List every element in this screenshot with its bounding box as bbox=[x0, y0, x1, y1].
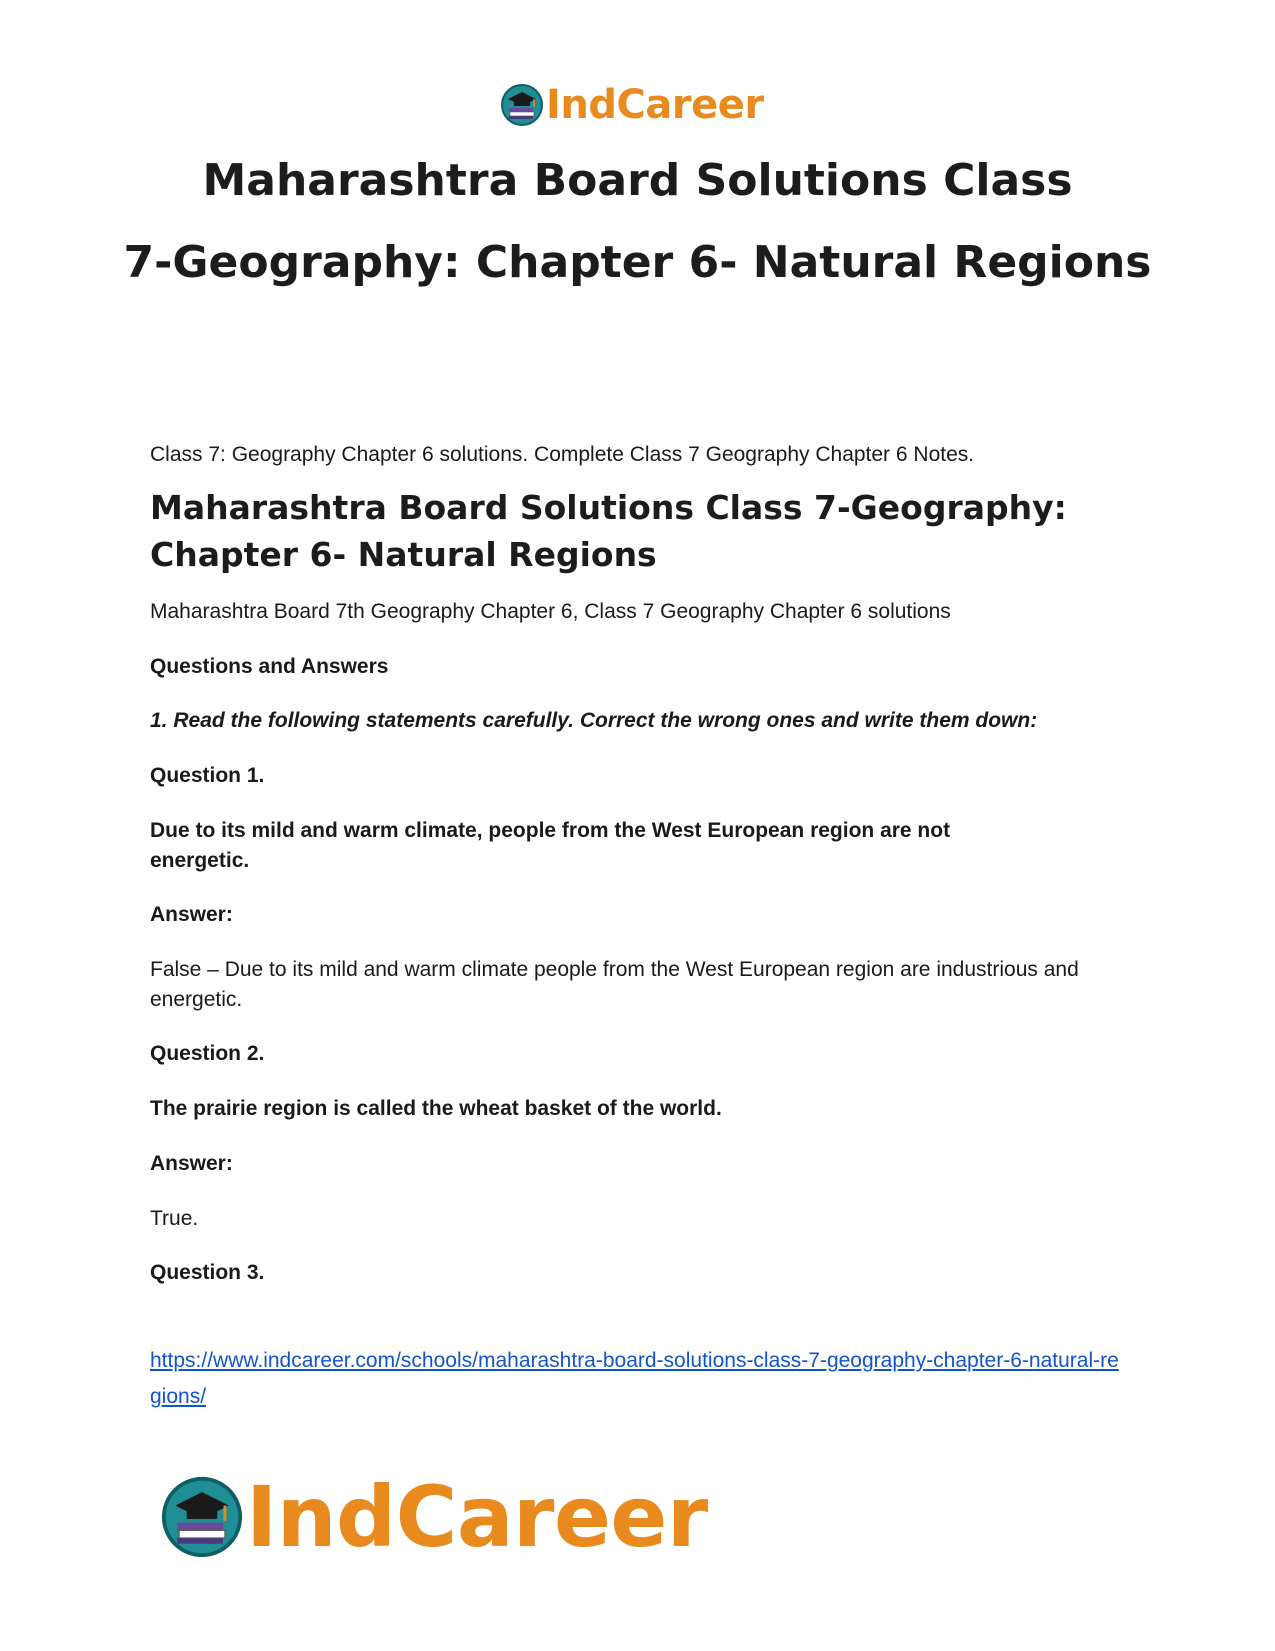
page-title-line-1: Maharashtra Board Solutions Class bbox=[202, 155, 1073, 206]
subtitle-paragraph: Maharashtra Board 7th Geography Chapter 6, Class 7 Geography Chapter 6 solutions bbox=[150, 600, 951, 623]
question-1-label: Question 1. bbox=[150, 764, 265, 787]
intro-paragraph: Class 7: Geography Chapter 6 solutions. Complete Class 7 Geography Chapter 6 Notes. bbox=[150, 443, 975, 466]
section-heading: Maharashtra Board Solutions Class 7-Geography: Chapter 6- Natural Regions bbox=[150, 488, 1067, 574]
question-3-label: Question 3. bbox=[150, 1261, 265, 1284]
answer-2-text: True. bbox=[150, 1207, 199, 1230]
source-link[interactable]: https://www.indcareer.com/schools/maharashtra-board-solutions-class-7-geography-chapter-6-natural-regions/ bbox=[150, 1349, 1119, 1408]
page-title bbox=[60, 140, 1215, 304]
answer-2-label: Answer: bbox=[150, 1152, 233, 1175]
footer-logo-text: IndCareer bbox=[246, 1468, 708, 1566]
graduation-book-icon bbox=[160, 1475, 244, 1559]
answer-1-text: False – Due to its mild and warm climate people from the West European region are industrious and energetic. bbox=[150, 958, 1079, 1011]
header-logo-text: IndCareer bbox=[546, 82, 764, 128]
exercise-heading: 1. Read the following statements carefully. Correct the wrong ones and write them down: bbox=[150, 709, 1038, 732]
page-title-line-2: 7-Geography: Chapter 6- Natural Regions bbox=[123, 237, 1152, 288]
qa-heading: Questions and Answers bbox=[150, 655, 389, 678]
question-2-label: Question 2. bbox=[150, 1042, 265, 1065]
graduation-book-icon bbox=[500, 83, 544, 127]
question-1-text: Due to its mild and warm climate, people from the West European region are not energetic. bbox=[150, 819, 951, 872]
footer-logo bbox=[160, 1468, 708, 1566]
header-logo bbox=[500, 80, 800, 130]
question-2-text: The prairie region is called the wheat basket of the world. bbox=[150, 1097, 722, 1120]
answer-1-label: Answer: bbox=[150, 903, 233, 926]
